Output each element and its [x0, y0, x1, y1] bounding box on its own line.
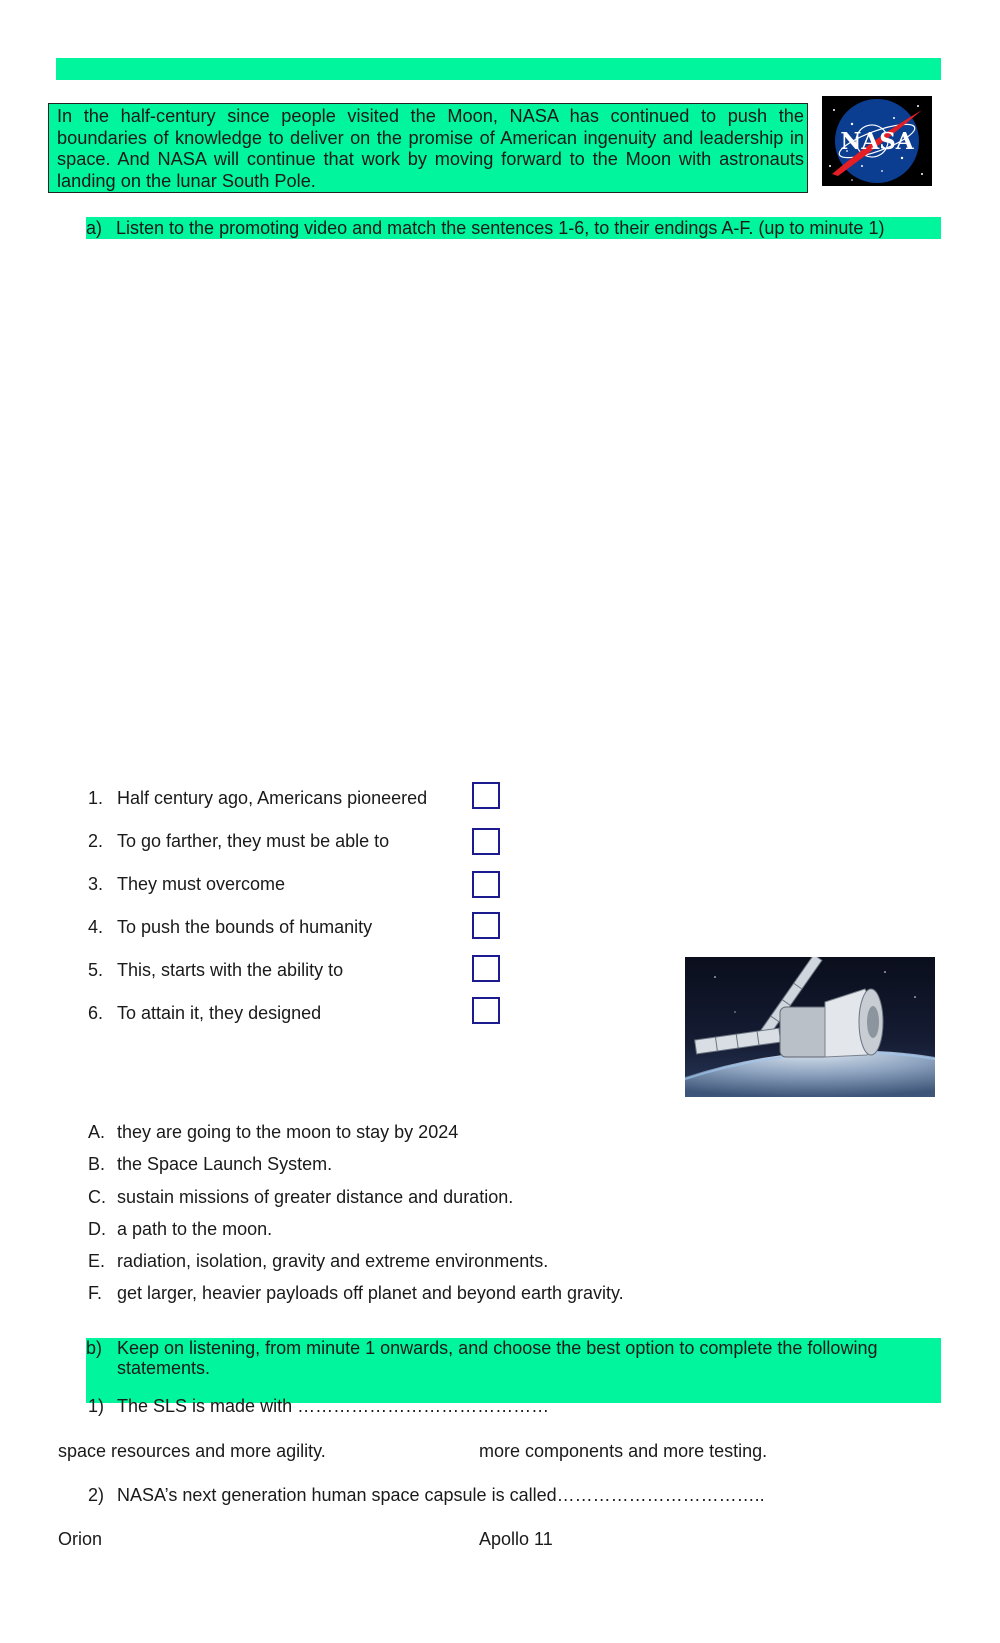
sentence-text: Half century ago, Americans pioneered [117, 788, 428, 808]
question-2-option-1[interactable]: Orion [58, 1529, 103, 1549]
question-2-option-2[interactable]: Apollo 11 [479, 1529, 553, 1549]
answer-box-5[interactable] [472, 955, 500, 982]
sentence-text: To push the bounds of humanity [117, 917, 373, 937]
ending-item [88, 1153, 332, 1175]
intro-paragraph: In the half-century since people visited the Moon, NASA has continued to push the boundaries of knowledge to deliver on the promise of American ingenuity and leadership in space. And NASA will continue that work by moving forward to the Moon with astronauts landing on the lunar South Pole. [48, 103, 808, 193]
sentence-number: 6. [88, 1003, 104, 1023]
question-text: The SLS is made with …………………………………… [117, 1396, 550, 1416]
ending-item [88, 1218, 272, 1240]
ending-text: radiation, isolation, gravity and extreme environments. [117, 1251, 549, 1271]
sentence-text: To go farther, they must be able to [117, 831, 390, 851]
question-1-option-1[interactable]: space resources and more agility. [58, 1441, 326, 1461]
sentence-item [88, 873, 285, 895]
question-text: NASA’s next generation human space capsule is called…………………………….. [117, 1485, 765, 1505]
sentence-text: They must overcome [117, 874, 286, 894]
ending-letter: B. [88, 1154, 106, 1174]
sentence-item [88, 787, 427, 809]
answer-box-4[interactable] [472, 912, 500, 939]
section-b-marker: b) [86, 1338, 103, 1358]
sentence-number: 2. [88, 831, 104, 851]
ending-item [88, 1186, 513, 1208]
section-a-marker: a) [86, 218, 103, 238]
sentence-number: 4. [88, 917, 104, 937]
sentence-item [88, 1002, 321, 1024]
question-number: 2) [88, 1485, 105, 1505]
orion-spacecraft-image [685, 957, 935, 1097]
ending-text: get larger, heavier payloads off planet and beyond earth gravity. [117, 1283, 624, 1303]
section-a-text: Listen to the promoting video and match the sentences 1-6, to their endings A-F. (up to minute 1) [116, 218, 885, 238]
ending-item [88, 1250, 548, 1272]
section-b-instruction [86, 1338, 941, 1403]
ending-text: they are going to the moon to stay by 2024 [117, 1122, 459, 1142]
ending-letter: C. [88, 1187, 106, 1207]
header-highlight-bar [56, 58, 941, 80]
ending-text: sustain missions of greater distance and duration. [117, 1187, 514, 1207]
answer-box-6[interactable] [472, 997, 500, 1024]
answer-box-1[interactable] [472, 782, 500, 809]
sentence-text: This, starts with the ability to [117, 960, 344, 980]
question-2 [88, 1484, 765, 1506]
section-b-text: Keep on listening, from minute 1 onwards, and choose the best option to complete the following statements. [117, 1338, 878, 1378]
nasa-logo-text: NASA [840, 128, 914, 155]
section-a-instruction [86, 217, 941, 239]
answer-box-3[interactable] [472, 871, 500, 898]
sentence-item [88, 959, 343, 981]
ending-letter: E. [88, 1251, 106, 1271]
sentence-number: 5. [88, 960, 104, 980]
ending-letter: A. [88, 1122, 106, 1142]
question-number: 1) [88, 1396, 105, 1416]
sentence-text: To attain it, they designed [117, 1003, 322, 1023]
sentence-number: 1. [88, 788, 104, 808]
ending-item [88, 1282, 624, 1304]
sentence-item [88, 830, 389, 852]
ending-text: the Space Launch System. [117, 1154, 333, 1174]
sentence-item [88, 916, 372, 938]
ending-text: a path to the moon. [117, 1219, 273, 1239]
nasa-logo [822, 96, 932, 186]
sentence-number: 3. [88, 874, 104, 894]
question-1-option-2[interactable]: more components and more testing. [479, 1441, 768, 1461]
answer-box-2[interactable] [472, 828, 500, 855]
question-1 [88, 1395, 549, 1417]
ending-letter: D. [88, 1219, 106, 1239]
ending-letter: F. [88, 1283, 103, 1303]
ending-item [88, 1121, 458, 1143]
